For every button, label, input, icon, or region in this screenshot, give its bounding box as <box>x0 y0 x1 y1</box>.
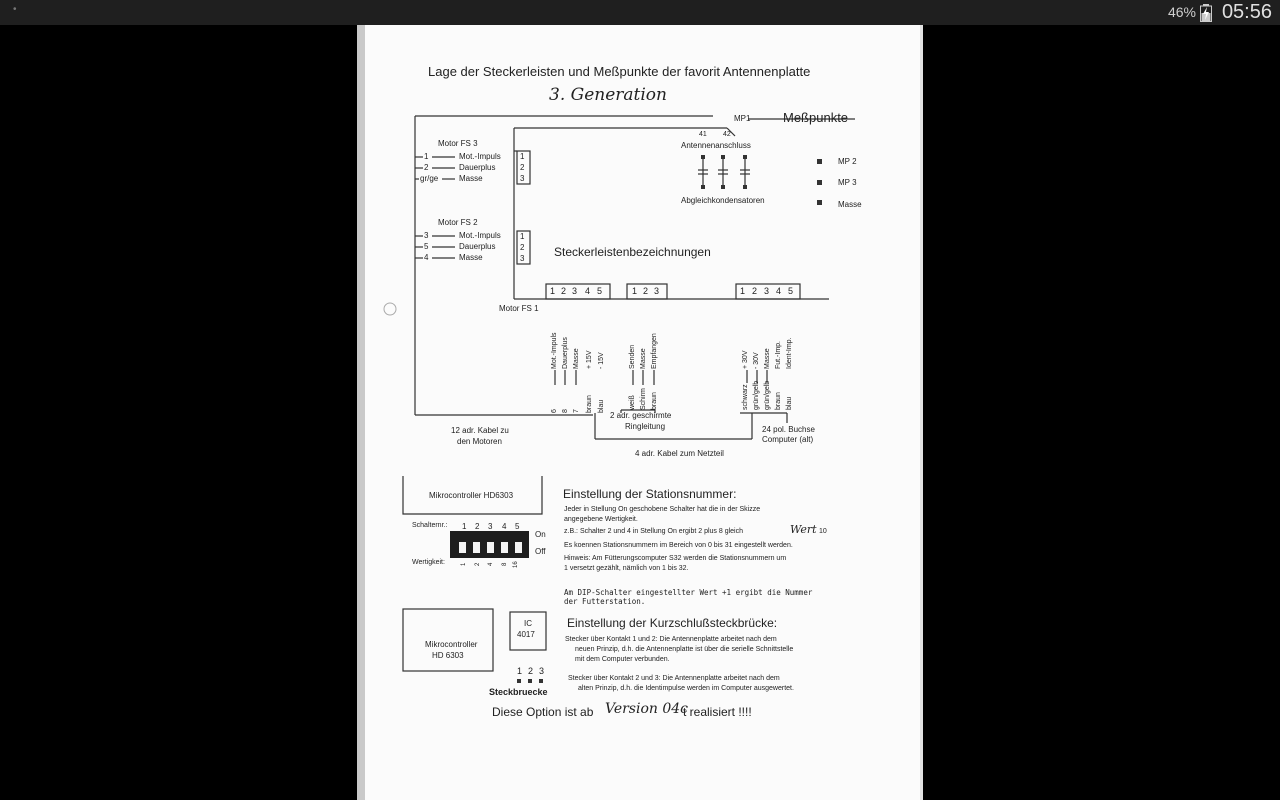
mp1-label: MP1 <box>734 114 751 123</box>
fs3-wire-1: 1 <box>424 152 429 161</box>
conn3-signal-5: Ident-Imp. <box>786 337 793 369</box>
antenna-num-1: 41 <box>699 131 707 138</box>
sw-num-5: 5 <box>515 522 520 531</box>
document-page[interactable] <box>357 25 923 800</box>
ic-label-line2: 4017 <box>517 630 535 639</box>
wert-1: 1 <box>461 562 467 566</box>
antenna-num-2: 42 <box>723 131 731 138</box>
conn3-pin-5: 5 <box>788 286 794 296</box>
cable12-line2: den Motoren <box>457 437 502 446</box>
station-p5-line2: der Futterstation. <box>564 597 646 606</box>
conn3-pin-3: 3 <box>764 286 770 296</box>
fs3-wire-3: gr/ge <box>420 174 439 183</box>
kurz-p1-line1: Stecker über Kontakt 1 und 2: Die Antennenplatte arbeitet nach dem <box>565 636 777 643</box>
battery-charging-icon <box>1200 4 1212 27</box>
fs2-signal-1: Mot.-Impuls <box>459 231 501 240</box>
conn3-signal-2: - 30V <box>753 352 760 369</box>
conn2-signal-1: Senden <box>629 344 636 369</box>
fs3-signal-3: Masse <box>459 174 483 183</box>
footer-post: t realisiert !!!! <box>683 705 752 719</box>
fs2-signal-2: Dauerplus <box>459 242 496 251</box>
conn3-signal-3: Masse <box>764 348 771 369</box>
fs3-pin-2: 2 <box>520 163 525 172</box>
station-p2-handwritten: Wert <box>790 523 817 536</box>
sw-num-2: 2 <box>475 522 480 531</box>
fs3-wire-2: 2 <box>424 163 429 172</box>
station-p3: Es koennen Stationsnummern im Bereich von 0 bis 31 eingestellt werden. <box>564 542 793 549</box>
messpunkte-label: Meßpunkte <box>783 110 849 125</box>
station-p4-line2: 1 versetzt gezählt, nämlich von 1 bis 32. <box>564 565 689 572</box>
conn2-wire-1: weiß <box>629 395 636 410</box>
wert-2: 2 <box>475 562 481 566</box>
conn2-pin-1: 1 <box>632 286 638 296</box>
wert-16: 16 <box>513 561 519 568</box>
conn1-pin-2: 2 <box>561 286 567 296</box>
battery-percent: 46% <box>1167 4 1196 20</box>
conn1-wire-3: 7 <box>573 409 580 413</box>
antennenanschluss-label: Antennenanschluss <box>681 141 751 150</box>
wert-8: 8 <box>502 562 508 566</box>
fs2-wire-3: 4 <box>424 253 429 262</box>
kurz-p2-line2: alten Prinzip, d.h. die Identimpulse werden im Computer ausgewertet. <box>578 685 794 692</box>
kurz-p2-line1: Stecker über Kontakt 2 und 3: Die Antennenplatte arbeitet nach dem <box>568 675 780 682</box>
conn1-signal-1: Mot.-Impuls <box>551 332 558 369</box>
conn1-pin-3: 3 <box>572 286 578 296</box>
station-p1-line2: angegebene Wertigkeit. <box>564 516 638 523</box>
cable12-line1: 12 adr. Kabel zu <box>451 426 509 435</box>
conn3-signal-4: Fut.-Imp. <box>775 340 782 369</box>
conn1-signal-2: Dauerplus <box>562 337 569 369</box>
ic-label-line1: IC <box>524 619 532 628</box>
bridge-num-2: 2 <box>528 666 534 676</box>
conn2-pin-2: 2 <box>643 286 649 296</box>
fs3-pin-3: 3 <box>520 174 525 183</box>
bridge-num-3: 3 <box>539 666 545 676</box>
station-p2-end: 10 <box>819 528 827 535</box>
conn1-signal-3: Masse <box>573 348 580 369</box>
conn3-pin-4: 4 <box>776 286 782 296</box>
kurz-p1-line2: neuen Prinzip, d.h. die Antennenplatte ist über die serielle Schnittstelle <box>575 646 794 653</box>
mc2-label-line2: HD 6303 <box>432 651 464 660</box>
station-p5-line1: Am DIP-Schalter eingestellter Wert +1 ergibt die Nummer <box>564 588 813 597</box>
footer-handwritten-version: Version 04c <box>605 701 689 717</box>
fs2-pin-2: 2 <box>520 243 525 252</box>
kurzschluss-title: Einstellung der Kurzschlußsteckbrücke: <box>567 616 778 630</box>
conn2-signal-2: Masse <box>640 348 647 369</box>
fs2-wire-2: 5 <box>424 242 429 251</box>
conn2-pin-3: 3 <box>654 286 660 296</box>
conn1-wire-5: blau <box>598 399 605 413</box>
masse-label: Masse <box>838 200 862 209</box>
conn3-wire-2: grün/gelb <box>753 380 760 410</box>
station-p4-line1: Hinweis: Am Fütterungscomputer S32 werden die Stationsnummern um <box>564 555 787 562</box>
motor-fs3-title: Motor FS 3 <box>438 139 478 148</box>
notification-dot-icon: • <box>13 4 17 15</box>
conn2-wire-3: braun <box>651 392 658 410</box>
ring-line2: Ringleitung <box>625 422 666 431</box>
conn2-wire-2: Schirm <box>640 388 647 410</box>
mp3-label: MP 3 <box>838 178 857 187</box>
abgleich-label: Abgleichkondensatoren <box>681 196 765 205</box>
conn2-signal-3: Empfangen <box>651 333 658 369</box>
schalternr-label: Schalternr.: <box>412 522 448 529</box>
dip-off-label: Off <box>535 547 546 556</box>
conn1-pin-1: 1 <box>550 286 556 296</box>
footer-pre: Diese Option ist ab <box>492 705 594 719</box>
fs2-signal-3: Masse <box>459 253 483 262</box>
conn1-wire-1: 6 <box>551 409 558 413</box>
fs2-pin-1: 1 <box>520 232 525 241</box>
conn1-pin-4: 4 <box>585 286 591 296</box>
wert-4: 4 <box>488 562 494 566</box>
motor-fs2-title: Motor FS 2 <box>438 218 478 227</box>
buchse-line1: 24 pol. Buchse <box>762 425 815 434</box>
sw-num-3: 3 <box>488 522 493 531</box>
conn3-wire-5: blau <box>786 396 793 410</box>
conn3-signal-1: + 30V <box>742 350 749 369</box>
document-title: Lage der Steckerleisten und Meßpunkte der favorit Antennenplatte <box>428 64 811 79</box>
sw-num-4: 4 <box>502 522 507 531</box>
fs2-pin-3: 3 <box>520 254 525 263</box>
netz-label: 4 adr. Kabel zum Netzteil <box>635 449 724 458</box>
mp2-label: MP 2 <box>838 157 857 166</box>
conn3-pin-1: 1 <box>740 286 746 296</box>
station-p1-line1: Jeder in Stellung On geschobene Schalter hat die in der Skizze <box>564 506 761 513</box>
station-p2: z.B.: Schalter 2 und 4 in Stellung On ergibt 2 plus 8 gleich <box>564 528 743 535</box>
conn1-pin-5: 5 <box>597 286 603 296</box>
dip-on-label: On <box>535 530 546 539</box>
ring-line1: 2 adr. geschirmte <box>610 411 672 420</box>
clock: 05:56 <box>1221 1 1272 23</box>
mc1-label: Mikrocontroller HD6303 <box>429 491 514 500</box>
generation-handwritten: 3. Generation <box>549 85 667 105</box>
conn1-wire-4: braun <box>586 395 593 413</box>
steckbruecke-label: Steckbruecke <box>489 687 548 697</box>
kurz-p1-line3: mit dem Computer verbunden. <box>575 656 670 663</box>
wertigkeit-label: Wertigkeit: <box>412 559 445 566</box>
fs3-pin-1: 1 <box>520 152 525 161</box>
conn1-wire-2: 8 <box>562 409 569 413</box>
fs2-wire-1: 3 <box>424 231 429 240</box>
conn3-wire-4: braun <box>775 392 782 410</box>
conn3-pin-2: 2 <box>752 286 758 296</box>
conn3-wire-3: grün/gelb <box>764 380 771 410</box>
status-bar <box>0 0 1280 25</box>
motor-fs1-label: Motor FS 1 <box>499 304 539 313</box>
steckerleisten-title: Steckerleistenbezeichnungen <box>554 245 711 259</box>
bridge-num-1: 1 <box>517 666 523 676</box>
station-title: Einstellung der Stationsnummer: <box>563 487 737 501</box>
conn1-signal-4: + 15V <box>586 350 593 369</box>
fs3-signal-2: Dauerplus <box>459 163 496 172</box>
mc2-label-line1: Mikrocontroller <box>425 640 478 649</box>
conn3-wire-1: schwarz <box>742 384 749 410</box>
sw-num-1: 1 <box>462 522 467 531</box>
fs3-signal-1: Mot.-Impuls <box>459 152 501 161</box>
buchse-line2: Computer (alt) <box>762 435 814 444</box>
conn1-signal-5: - 15V <box>598 352 605 369</box>
